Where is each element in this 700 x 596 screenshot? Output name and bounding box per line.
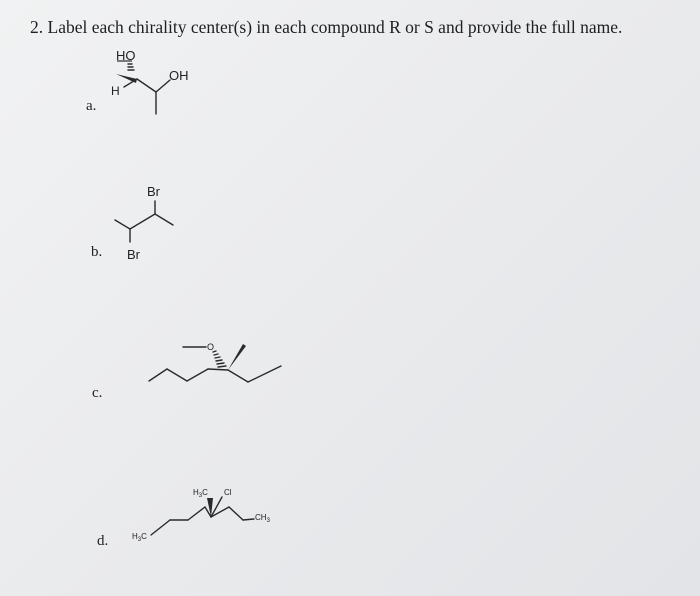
compound-a-h-label: H — [111, 84, 120, 98]
question-text: 2. Label each chirality center(s) in each compound R or S and provide the full name. — [30, 17, 623, 37]
compound-d-ch3-right-label: $CH_3$ — [255, 513, 270, 524]
compound-c-label: c. — [92, 385, 103, 401]
compound-d-label: d. — [97, 533, 109, 549]
compound-a-ho-label: HO — [116, 48, 136, 63]
compound-b-br-top-label: Br — [147, 184, 160, 199]
compound-d-h3c-top-label: $H_3C$ — [193, 488, 208, 499]
compound-b-br-bottom-label: Br — [127, 247, 140, 262]
compound-a-label: a. — [86, 98, 97, 114]
compound-d-cl-label: Cl — [224, 488, 232, 497]
compound-a-oh-label: OH — [169, 68, 189, 83]
compound-b-label: b. — [91, 244, 103, 260]
compound-d-h3c-left-label: $H_3C$ — [132, 532, 147, 543]
compound-c-o-label: O — [207, 342, 215, 352]
